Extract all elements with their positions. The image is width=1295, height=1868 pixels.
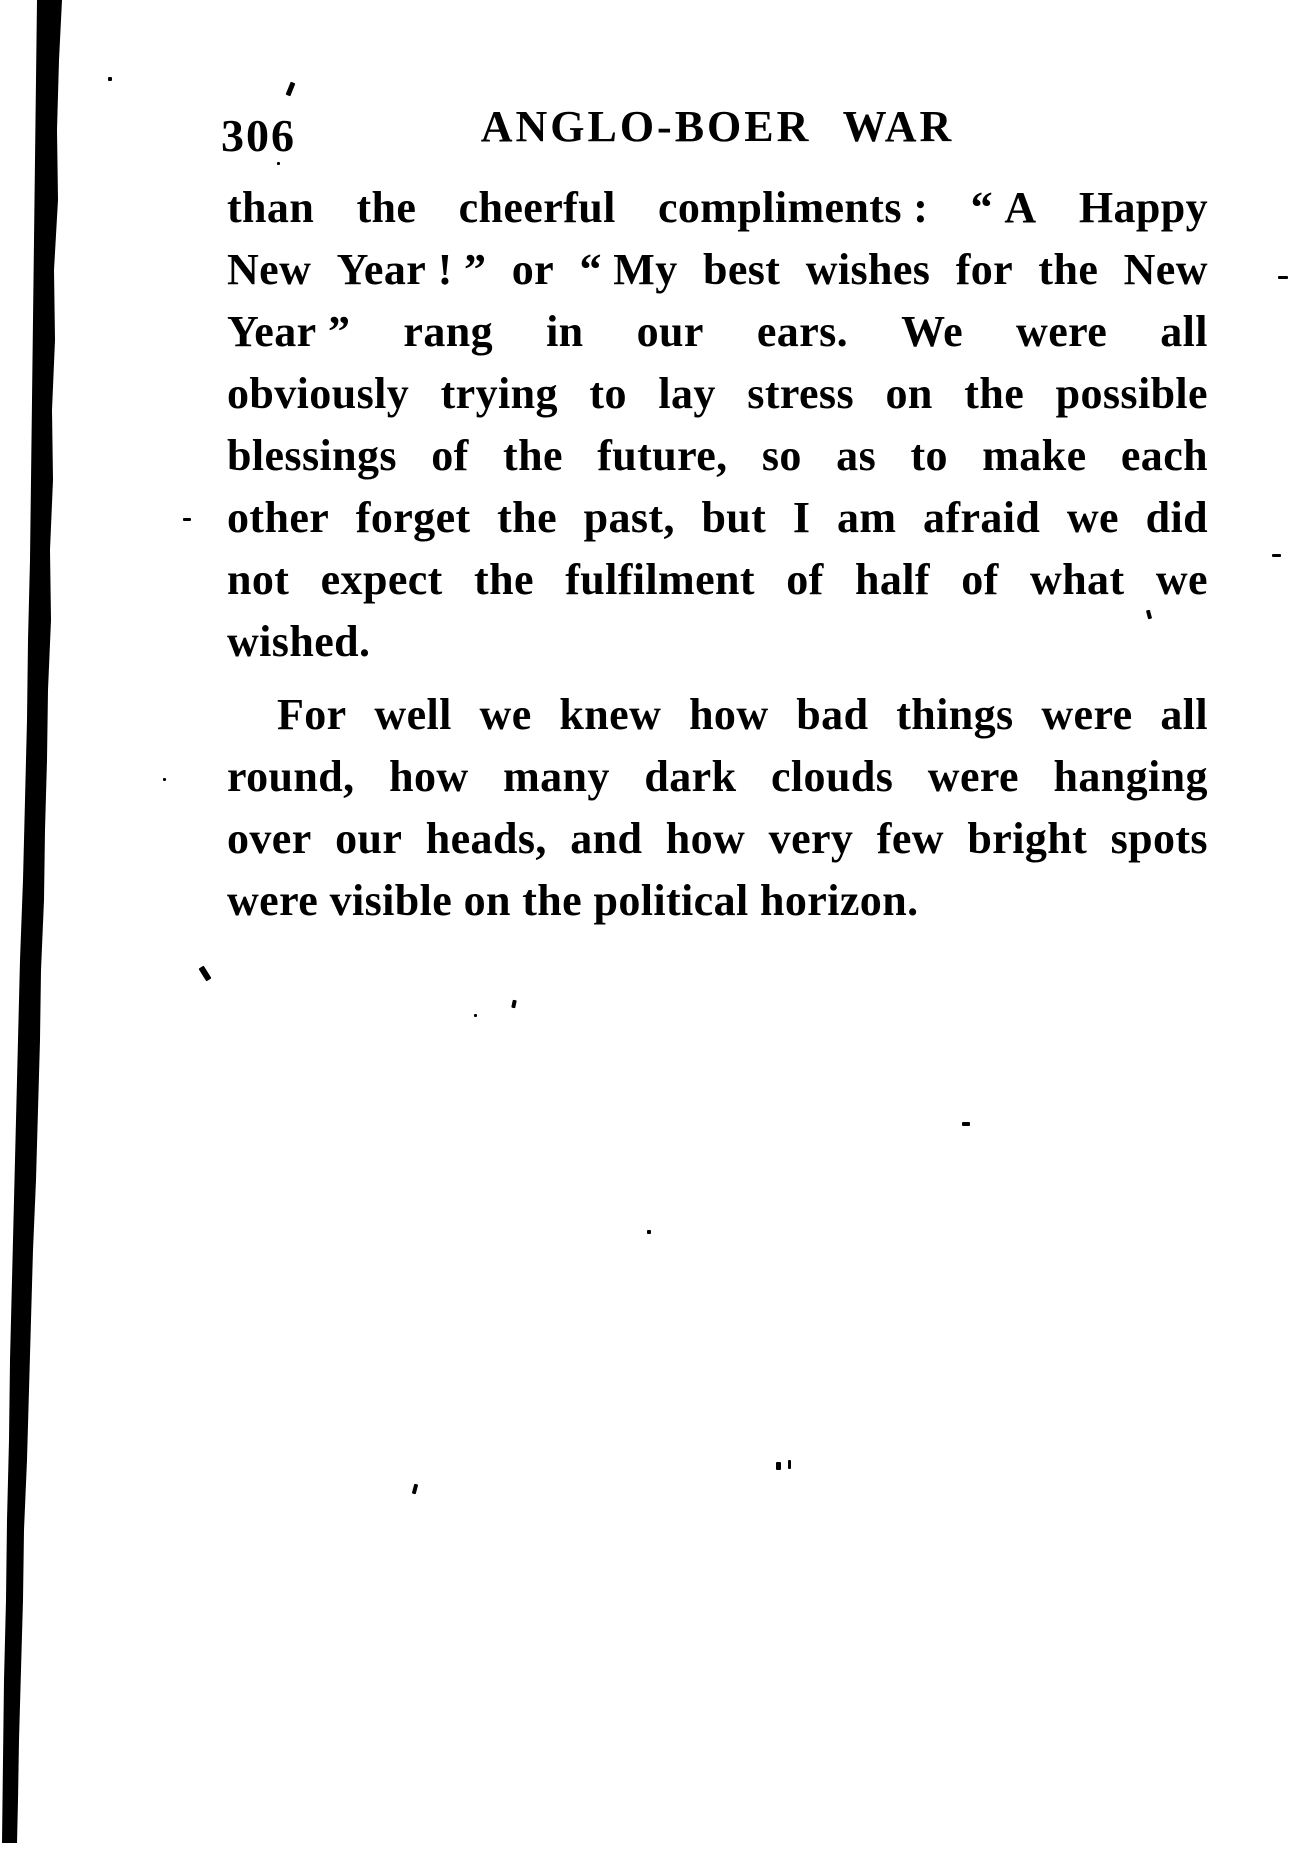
text-block [227, 177, 1208, 932]
ink-speck [776, 1462, 781, 1470]
ink-speck [1278, 276, 1288, 279]
text-line: New Year ! ” or “ My best wishes for the New [227, 245, 1208, 294]
text-line: over our heads, and how very few bright spots [227, 814, 1208, 863]
text-line: not expect the fulfilment of half of what we [227, 555, 1208, 604]
paragraph [227, 684, 1208, 932]
text-line: obviously trying to lay stress on the possible [227, 369, 1208, 418]
page-number: 306 [221, 110, 296, 161]
ink-speck [286, 82, 296, 97]
ink-speck [412, 1484, 418, 1495]
ink-speck [511, 1000, 517, 1009]
ink-speck [788, 1460, 791, 1469]
ink-speck [647, 1230, 651, 1234]
ink-speck [1272, 554, 1281, 557]
text-line: wished. [227, 617, 371, 666]
ink-speck [962, 1122, 970, 1126]
text-line: blessings of the future, so as to make each [227, 431, 1208, 480]
ink-speck [277, 162, 280, 165]
text-line: other forget the past, but I am afraid we did [227, 493, 1208, 542]
text-line: were visible on the political horizon. [227, 876, 919, 925]
ink-speck [183, 518, 191, 521]
gutter-shadow [0, 0, 80, 1868]
paragraph [227, 177, 1208, 673]
running-title: ANGLO-BOER WAR [480, 102, 955, 151]
ink-speck [163, 778, 166, 781]
text-line: For well we knew how bad things were all [277, 690, 1208, 739]
ink-speck [198, 966, 211, 982]
text-line: than the cheerful compliments : “ A Happy [227, 183, 1208, 232]
ink-speck [108, 77, 112, 81]
text-line: Year ” rang in our ears. We were all [227, 307, 1208, 356]
text-line: round, how many dark clouds were hanging [227, 752, 1208, 801]
ink-speck [474, 1014, 477, 1017]
